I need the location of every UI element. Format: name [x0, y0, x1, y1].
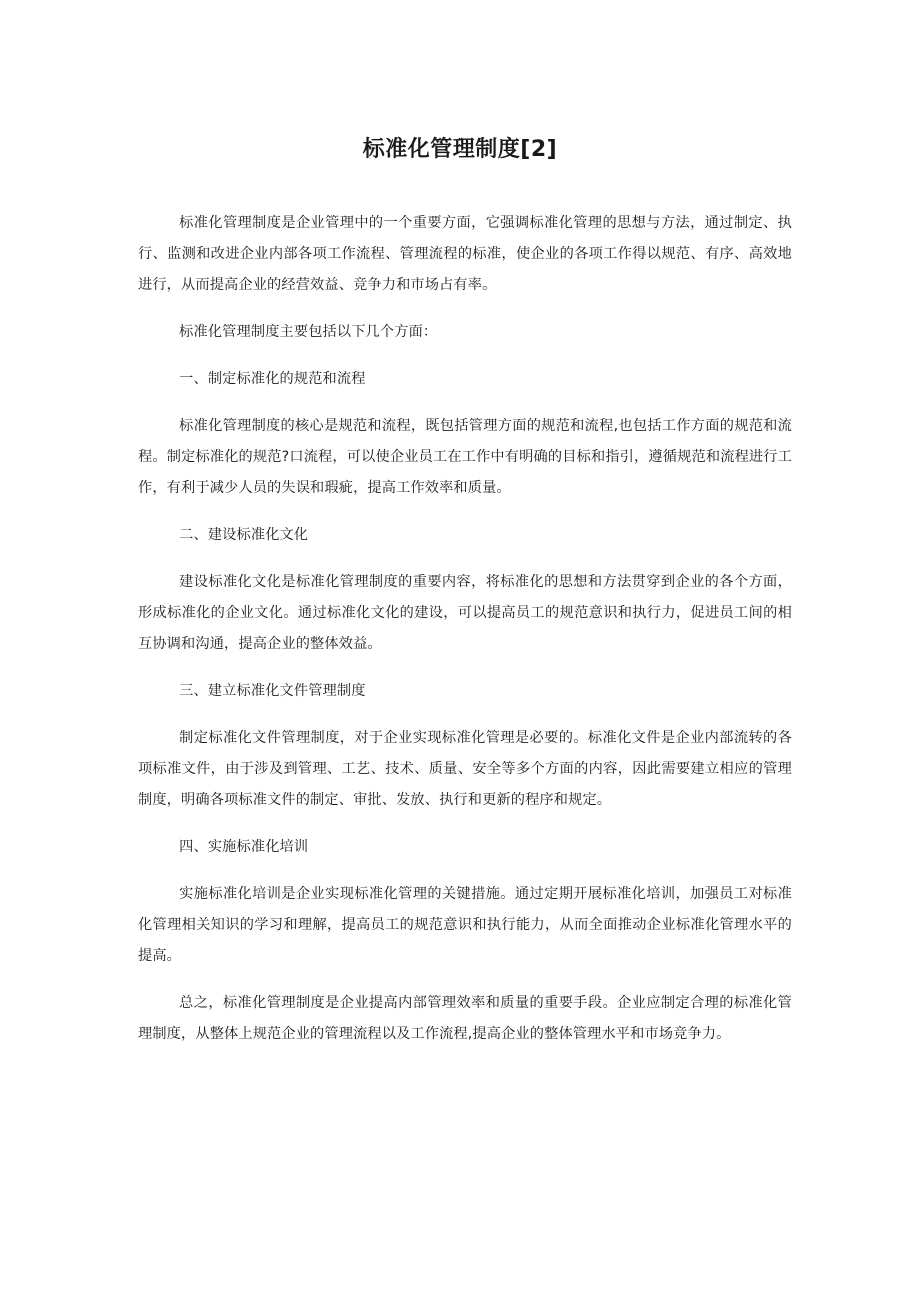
- document-body: [138, 208, 792, 1066]
- section-paragraph-4: 实施标准化培训是企业实现标准化管理的关键措施。通过定期开展标准化培训，加强员工对标准化管理相关知识的学习和理解，提高员工的规范意识和执行能力，从而全面推动企业标准化管理水平的提高。: [138, 886, 792, 964]
- document-title: 标准化管理制度[2]: [362, 137, 558, 162]
- section-heading-1: 一、制定标准化的规范和流程: [179, 371, 366, 387]
- section-paragraph-2: 建设标准化文化是标准化管理制度的重要内容，将标准化的思想和方法贯穿到企业的各个方面，形成标准化的企业文化。通过标准化文化的建设，可以提高员工的规范意识和执行力，促进员工间的相互协调和沟通，提高企业的整体效益。: [138, 574, 792, 652]
- section-heading-2: 二、建设标准化文化: [179, 527, 309, 543]
- section-heading-3: 三、建立标准化文件管理制度: [179, 683, 366, 699]
- intro-paragraph: 标准化管理制度是企业管理中的一个重要方面，它强调标准化管理的思想与方法，通过制定、执行、监测和改进企业内部各项工作流程、管理流程的标准，使企业的各项工作得以规范、有序、高效地进行，从而提高企业的经营效益、竞争力和市场占有率。: [138, 215, 792, 293]
- conclusion-paragraph: 总之，标准化管理制度是企业提高内部管理效率和质量的重要手段。企业应制定合理的标准化管理制度，从整体上规范企业的管理流程以及工作流程,提高企业的整体管理水平和市场竞争力。: [138, 995, 792, 1042]
- section-paragraph-3: 制定标准化文件管理制度，对于企业实现标准化管理是必要的。标准化文件是企业内部流转的各项标准文件，由于涉及到管理、工艺、技术、质量、安全等多个方面的内容，因此需要建立相应的管理制度，明确各项标准文件的制定、审批、发放、执行和更新的程序和规定。: [138, 730, 792, 808]
- overview-paragraph: 标准化管理制度主要包括以下几个方面：: [179, 324, 438, 340]
- section-heading-4: 四、实施标准化培训: [179, 839, 309, 855]
- section-paragraph-1: 标准化管理制度的核心是规范和流程，既包括管理方面的规范和流程,也包括工作方面的规范和流程。制定标准化的规范?口流程，可以使企业员工在工作中有明确的目标和指引，遵循规范和流程进行工作，有利于减少人员的失误和瑕疵，提高工作效率和质量。: [138, 418, 792, 496]
